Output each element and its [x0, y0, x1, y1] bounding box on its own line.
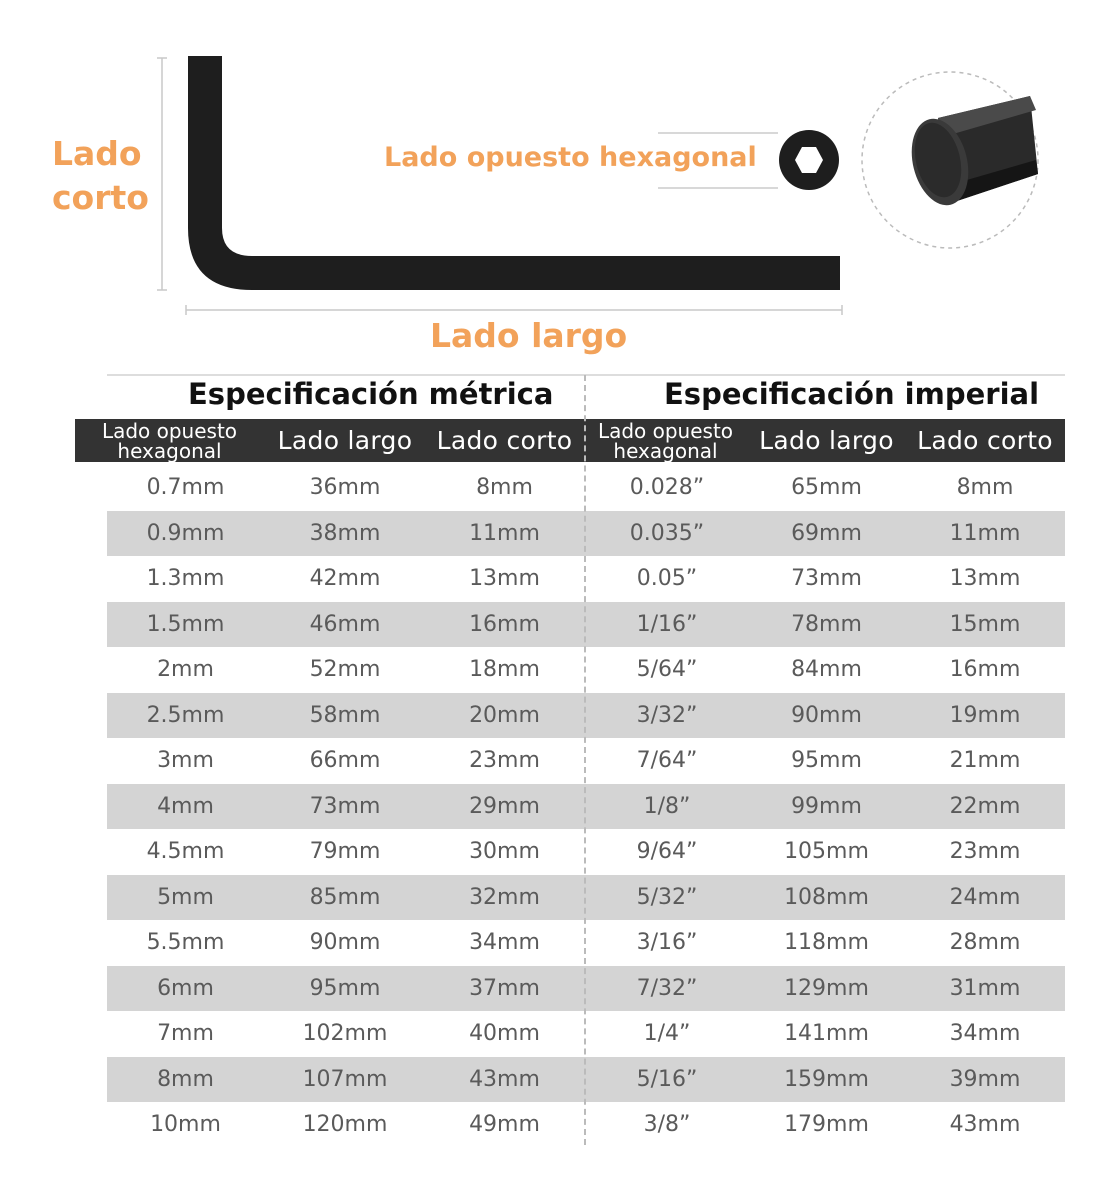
- imperial-hex-cell: 0.028”: [629, 475, 705, 501]
- table-row: [107, 556, 1065, 602]
- metric-short-cell: 34mm: [469, 930, 540, 956]
- imperial-hex-cell: 5/64”: [636, 657, 698, 683]
- imperial-short-cell: 16mm: [949, 657, 1021, 683]
- table-row: [107, 602, 1065, 648]
- imperial-short-cell: 24mm: [949, 884, 1021, 910]
- imperial-long-cell: 73mm: [791, 566, 862, 592]
- imperial-hex-header-line2: hexagonal: [613, 438, 718, 463]
- metric-hex-cell: 5.5mm: [146, 930, 225, 956]
- metric-long-cell: 42mm: [309, 566, 381, 592]
- metric-hex-cell: 1.5mm: [146, 611, 225, 637]
- metric-long-cell: 58mm: [309, 702, 381, 728]
- metric-short-cell: 18mm: [469, 657, 540, 683]
- imperial-hex-cell: 0.05”: [636, 566, 698, 592]
- imperial-title: Especificación imperial: [664, 377, 1040, 411]
- table-row: [107, 647, 1065, 693]
- metric-short-cell: 32mm: [469, 884, 540, 910]
- metric-long-cell: 95mm: [309, 975, 381, 1001]
- imperial-hex-cell: 1/16”: [636, 611, 698, 637]
- imperial-short-cell: 43mm: [949, 1112, 1021, 1138]
- metric-imperial-divider: [584, 375, 586, 1145]
- metric-hex-cell: 0.9mm: [146, 520, 225, 546]
- metric-long-cell: 79mm: [309, 839, 381, 865]
- short-side-label-line1: Lado: [52, 134, 142, 173]
- metric-long-cell: 73mm: [309, 793, 381, 819]
- metric-hex-cell: 2.5mm: [146, 702, 225, 728]
- metric-hex-cell: 4mm: [157, 793, 214, 819]
- imperial-hex-header: [583, 419, 748, 462]
- imperial-long-cell: 159mm: [784, 1066, 869, 1092]
- metric-hex-cell: 2mm: [157, 657, 214, 683]
- imperial-short-cell: 8mm: [956, 475, 1014, 501]
- imperial-hex-header-line1: Lado opuesto: [597, 418, 734, 443]
- table-row: [107, 511, 1065, 557]
- table-row: [107, 693, 1065, 739]
- imperial-short-cell: 22mm: [949, 793, 1021, 819]
- short-side-label-line2: corto: [52, 178, 149, 217]
- imperial-short-header: Lado corto: [905, 419, 1065, 462]
- metric-long-cell: 102mm: [302, 1021, 388, 1047]
- metric-hex-cell: 1.3mm: [146, 566, 225, 592]
- table-row: [107, 784, 1065, 830]
- imperial-long-cell: 65mm: [791, 475, 862, 501]
- imperial-hex-cell: 3/32”: [636, 702, 698, 728]
- metric-short-header: Lado corto: [426, 419, 583, 462]
- metric-hex-cell: 8mm: [157, 1066, 214, 1092]
- imperial-hex-cell: 1/8”: [643, 793, 691, 819]
- metric-hex-cell: 7mm: [157, 1021, 214, 1047]
- imperial-short-cell: 23mm: [949, 839, 1021, 865]
- imperial-long-cell: 84mm: [791, 657, 862, 683]
- metric-long-cell: 66mm: [309, 748, 381, 774]
- metric-hex-cell: 0.7mm: [146, 475, 225, 501]
- imperial-hex-cell: 3/16”: [636, 930, 698, 956]
- metric-hex-cell: 5mm: [157, 884, 214, 910]
- imperial-hex-cell: 9/64”: [636, 839, 698, 865]
- metric-title: Especificación métrica: [188, 377, 554, 411]
- short-side-label: [52, 132, 149, 220]
- metric-short-cell: 11mm: [469, 520, 540, 546]
- metric-short-cell: 16mm: [469, 611, 540, 637]
- imperial-long-cell: 179mm: [784, 1112, 869, 1138]
- table-row: [107, 920, 1065, 966]
- metric-hex-header-line2: hexagonal: [117, 438, 222, 463]
- imperial-short-cell: 39mm: [949, 1066, 1021, 1092]
- hex-side-label: Lado opuesto hexagonal: [384, 142, 757, 173]
- table-row: [107, 1057, 1065, 1103]
- imperial-long-cell: 141mm: [784, 1021, 869, 1047]
- metric-short-cell: 8mm: [476, 475, 533, 501]
- imperial-short-cell: 11mm: [949, 520, 1021, 546]
- imperial-short-cell: 15mm: [949, 611, 1021, 637]
- hex-key-body: [188, 56, 840, 290]
- imperial-hex-cell: 7/32”: [636, 975, 698, 1001]
- imperial-long-cell: 78mm: [791, 611, 862, 637]
- table-header-row: [101, 418, 1065, 463]
- metric-hex-cell: 10mm: [150, 1112, 221, 1138]
- metric-short-cell: 40mm: [469, 1021, 540, 1047]
- imperial-long-cell: 108mm: [784, 884, 869, 910]
- table-row: [107, 465, 1065, 511]
- metric-long-cell: 107mm: [302, 1066, 388, 1092]
- imperial-long-cell: 95mm: [791, 748, 862, 774]
- table-row: [107, 1102, 1065, 1148]
- imperial-hex-cell: 7/64”: [636, 748, 698, 774]
- imperial-short-cell: 21mm: [949, 748, 1021, 774]
- table-row: [107, 1011, 1065, 1057]
- metric-short-cell: 29mm: [469, 793, 540, 819]
- table-row: [107, 875, 1065, 921]
- metric-hex-header-line1: Lado opuesto: [101, 418, 238, 443]
- metric-short-cell: 20mm: [469, 702, 540, 728]
- metric-long-cell: 120mm: [302, 1112, 388, 1138]
- imperial-long-cell: 90mm: [791, 702, 862, 728]
- imperial-long-cell: 118mm: [784, 930, 869, 956]
- metric-long-cell: 38mm: [309, 520, 381, 546]
- imperial-long-header: Lado largo: [748, 419, 905, 462]
- imperial-hex-cell: 5/16”: [636, 1066, 698, 1092]
- metric-hex-header: [75, 419, 264, 462]
- hex-key-illustration: [0, 0, 1116, 365]
- hex-key-diagram: [0, 0, 1116, 365]
- table-row: [107, 829, 1065, 875]
- imperial-short-cell: 28mm: [949, 930, 1021, 956]
- metric-hex-cell: 4.5mm: [146, 839, 225, 865]
- metric-short-cell: 43mm: [469, 1066, 540, 1092]
- long-side-label: Lado largo: [430, 316, 628, 355]
- metric-hex-cell: 6mm: [157, 975, 214, 1001]
- metric-short-cell: 30mm: [469, 839, 540, 865]
- metric-hex-cell: 3mm: [157, 748, 214, 774]
- table-body: [107, 465, 1065, 1148]
- metric-short-cell: 13mm: [469, 566, 540, 592]
- imperial-hex-cell: 1/4”: [643, 1021, 691, 1047]
- imperial-long-cell: 105mm: [784, 839, 869, 865]
- imperial-long-cell: 129mm: [784, 975, 869, 1001]
- table-title-row: [107, 373, 1065, 419]
- imperial-short-cell: 19mm: [949, 702, 1021, 728]
- metric-long-header: Lado largo: [264, 419, 426, 462]
- metric-short-cell: 37mm: [469, 975, 540, 1001]
- imperial-hex-cell: 3/8”: [643, 1112, 691, 1138]
- metric-long-cell: 90mm: [309, 930, 381, 956]
- table-row: [107, 738, 1065, 784]
- table-row: [107, 966, 1065, 1012]
- imperial-long-cell: 99mm: [791, 793, 862, 819]
- metric-long-cell: 36mm: [309, 475, 381, 501]
- imperial-long-cell: 69mm: [791, 520, 862, 546]
- metric-short-cell: 23mm: [469, 748, 540, 774]
- imperial-hex-cell: 0.035”: [629, 520, 705, 546]
- imperial-short-cell: 31mm: [949, 975, 1021, 1001]
- metric-long-cell: 52mm: [309, 657, 381, 683]
- metric-short-cell: 49mm: [469, 1112, 540, 1138]
- imperial-short-cell: 13mm: [949, 566, 1021, 592]
- metric-long-cell: 85mm: [309, 884, 381, 910]
- imperial-hex-cell: 5/32”: [636, 884, 698, 910]
- hex-tip-3d-icon: [903, 96, 1038, 211]
- spec-table: [101, 373, 1065, 1138]
- metric-long-cell: 46mm: [309, 611, 381, 637]
- imperial-short-cell: 34mm: [949, 1021, 1021, 1047]
